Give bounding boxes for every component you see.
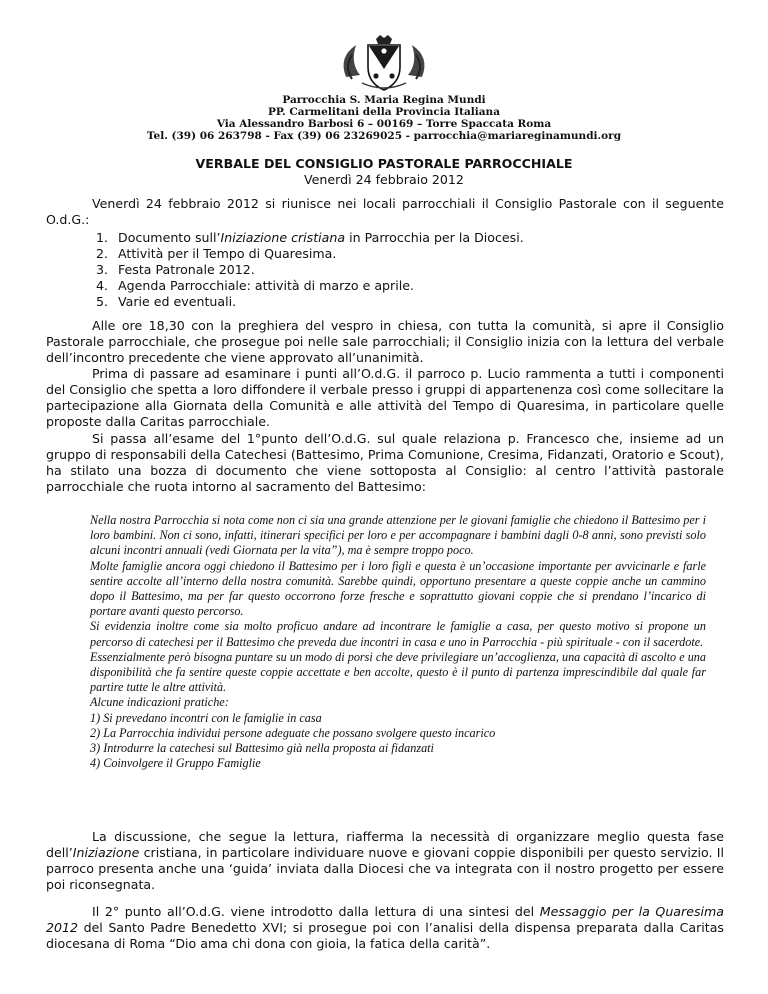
agenda-item: 1. Documento sull’Iniziazione cristiana in Parrocchia per la Diocesi. xyxy=(96,230,524,245)
title-date: Venerdì 24 febbraio 2012 xyxy=(304,172,464,187)
agenda-item: 4. Agenda Parrocchiale: attività di marzo e aprile. xyxy=(96,278,414,293)
quote-list-item: 4) Coinvolgere il Gruppo Famiglie xyxy=(90,756,261,771)
agenda-item: 5. Varie ed eventuali. xyxy=(96,294,237,309)
point2-paragraph: Il 2° punto all’O.d.G. viene introdotto dalla lettura di una sintesi del Messaggio per la Quaresima 2012 del Santo Padre Benedetto XVI; si prosegue poi con l’analisi della dispensa preparata dalla Caritas diocesana di Roma “Dio ama chi dona con gioia, la fatica della carità”. xyxy=(46,904,724,951)
quote-list-item: 2) La Parrocchia individui persone adeguate che possano svolgere questo incarico xyxy=(90,725,496,740)
agenda-item: 3. Festa Patronale 2012. xyxy=(96,262,255,277)
parish-address: Via Alessandro Barbosi 6 – 00169 – Torre Spaccata Roma xyxy=(216,118,552,130)
carmelite-crest-icon xyxy=(336,33,432,93)
opening-paragraph: Alle ore 18,30 con la preghiera del vespro in chiesa, con tutta la comunità, si apre il Consiglio Pastorale parrocchiale, che prosegue poi nelle sale parrocchiali; il Consiglio inizia con la lettura del verbale dell’incontro precedente che viene approvato all’unanimità. xyxy=(46,318,724,365)
quote-paragraph: Nella nostra Parrocchia si nota come non ci sia una grande attenzione per le giovani famiglie che chiedono il Battesimo per i loro bambini. Non ci sono, infatti, itinerari specifici per loro e per accompagnare i bambini dagli 0-8 anni, sono previsti solo alcuni incontri annuali (vedi Giornata per la vita”), ma è sempre troppo poco. xyxy=(90,513,706,558)
draft-document-quote xyxy=(90,513,706,771)
quote-paragraph: Molte famiglie ancora oggi chiedono il Battesimo per i loro figli e questa è un’occasione importante per avvicinarle e farle sentire accolte all’interno della nostra comunità. Sarebbe quindi, opportuno presentare a queste coppie anche un cammino dopo il Battesimo, ma per far questo occorrono forze fresche e soprattutto giovani coppie che si prendano l’incarico di portare avanti questo percorso. xyxy=(90,558,706,619)
document-title xyxy=(0,156,768,188)
agenda-list xyxy=(96,230,524,310)
agenda-item: 2. Attività per il Tempo di Quaresima. xyxy=(96,246,337,261)
parish-order: PP. Carmelitani della Provincia Italiana xyxy=(268,106,500,118)
parish-contacts: Tel. (39) 06 263798 - Fax (39) 06 23269025 - parrocchia@mariareginamundi.org xyxy=(146,130,622,142)
quote-list-item: 3) Introdurre la catechesi sul Battesimo già nella proposta ai fidanzati xyxy=(90,741,434,756)
point1-paragraph: Si passa all’esame del 1°punto dell’O.d.G. sul quale relaziona p. Francesco che, insieme ad un gruppo di responsabili della Catechesi (Battesimo, Prima Comunione, Cresima, Fidanzati, Oratorio e Scout), ha stilato una bozza di documento che viene sottoposta al Consiglio: al centro l’attività pastorale parrocchiale che ruota intorno al sacramento del Battesimo: xyxy=(46,431,724,494)
title-main: VERBALE DEL CONSIGLIO PASTORALE PARROCCHIALE xyxy=(195,156,573,171)
parroco-paragraph: Prima di passare ad esaminare i punti all’O.d.G. il parroco p. Lucio rammenta a tutti i componenti del Consiglio che spetta a loro diffondere il verbale presso i gruppi di appartenenza così come sollecitare la partecipazione alla Giornata della Comunità e alle attività del Tempo di Quaresima, in particolare quelle proposte dalla Caritas parrocchiale. xyxy=(46,366,724,429)
quote-paragraph: Alcune indicazioni pratiche: xyxy=(90,695,229,710)
quote-paragraph: Essenzialmente però bisogna puntare su un modo di porsi che deve privilegiare un’accoglienza, una capacità di ascolto e una disponibilità che fa sentire queste coppie accettate e ben accolte, questo è il punto di partenza imprescindibile dal quale far partire tutte le altre attività. xyxy=(90,649,706,695)
quote-list-item: 1) Si prevedano incontri con le famiglie in casa xyxy=(90,710,322,725)
intro-paragraph: Venerdì 24 febbraio 2012 si riunisce nei locali parrocchiali il Consiglio Pastorale con il seguente O.d.G.: xyxy=(46,196,724,227)
letterhead xyxy=(0,94,768,142)
discussion-paragraph: La discussione, che segue la lettura, riafferma la necessità di organizzare meglio questa fase dell’Iniziazione cristiana, in particolare individuare nuove e giovani coppie disponibili per questo servizio. Il parroco presenta anche una ‘guida’ inviata dalla Diocesi che va integrata con il nostro progetto per essere poi riconsegnata. xyxy=(46,829,724,892)
quote-paragraph: Si evidenzia inoltre come sia molto proficuo andare ad incontrare le famiglie a casa, per questo motivo si propone un percorso di catechesi per il Battesimo che preveda due incontri in casa e uno in Parrocchia - più spirituale - con il sacerdote. xyxy=(90,619,706,649)
parish-name: Parrocchia S. Maria Regina Mundi xyxy=(282,94,486,106)
